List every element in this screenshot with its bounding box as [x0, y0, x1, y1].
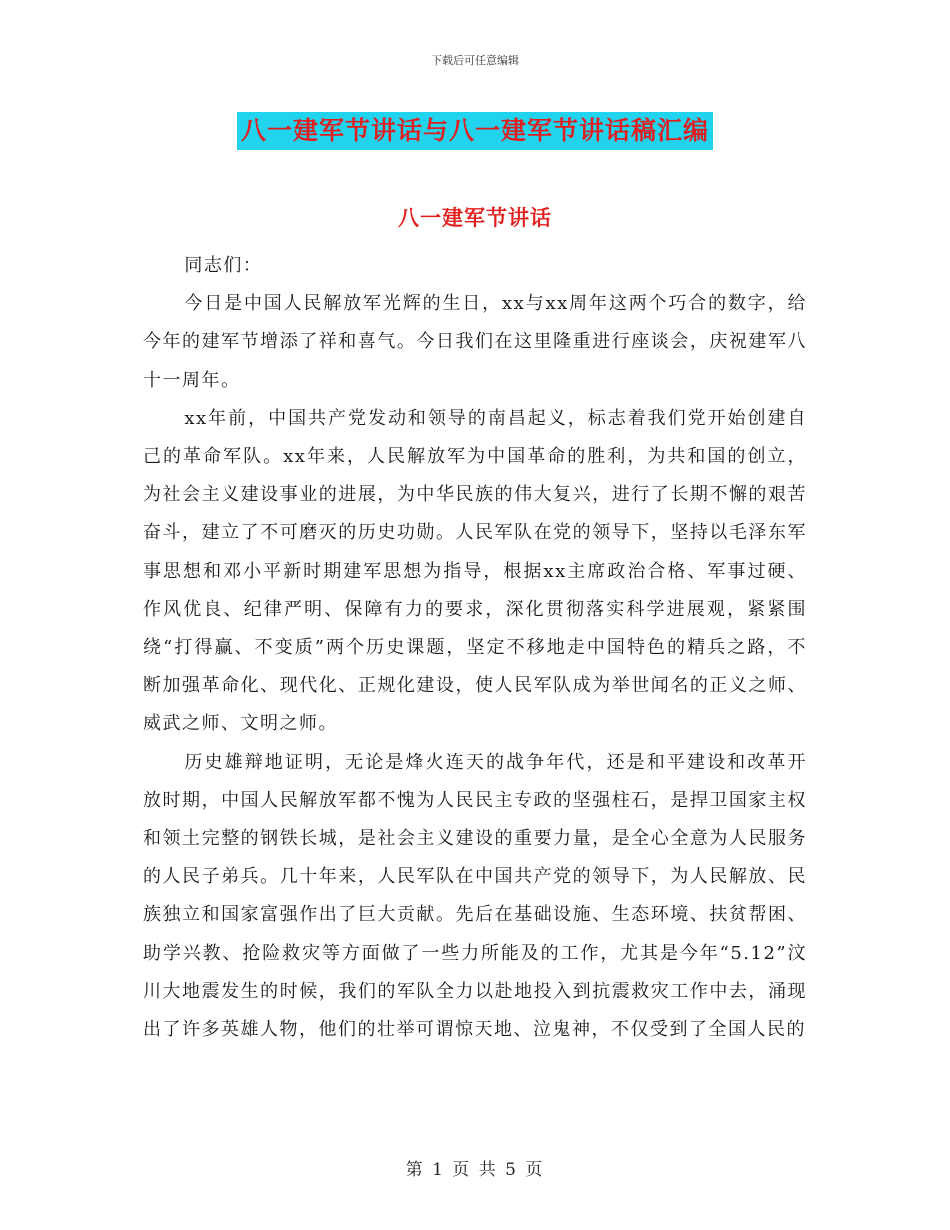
document-body [143, 247, 807, 1049]
body-paragraph: 历史雄辩地证明，无论是烽火连天的战争年代，还是和平建设和改革开放时期，中国人民解放军都不愧为人民民主专政的坚强柱石，是捍卫国家主权和领土完整的钢铁长城，是社会主义建设的重要力量，是全心全意为人民服务的人民子弟兵。几十年来，人民军队在中国共产党的领导下，为人民解放、民族独立和国家富强作出了巨大贡献。先后在基础设施、生态环境、扶贫帮困、助学兴教、抢险救灾等方面做了一些力所能及的工作，尤其是今年“5.12”汶川大地震发生的时候，我们的军队全力以赴地投入到抗震救灾工作中去，涌现出了许多英雄人物，他们的壮举可谓惊天地、泣鬼神，不仅受到了全国人民的 [143, 751, 807, 1041]
salutation-paragraph: 同志们： [184, 255, 263, 276]
header-note: 下载后可任意编辑 [431, 54, 519, 67]
section-title: 八一建军节讲话 [398, 206, 552, 230]
document-title-text: 八一建军节讲话与八一建军节讲话稿汇编 [237, 112, 713, 150]
body-paragraph: 今日是中国人民解放军光辉的生日，xx与xx周年这两个巧合的数字，给今年的建军节增添了祥和喜气。今日我们在这里隆重进行座谈会，庆祝建军八十一周年。 [143, 293, 807, 391]
page-number-footer: 第 1 页 共 5 页 [405, 1160, 545, 1180]
document-title [0, 112, 950, 150]
body-paragraph: xx年前，中国共产党发动和领导的南昌起义，标志着我们党开始创建自己的革命军队。xx年来，人民解放军为中国革命的胜利，为共和国的创立，为社会主义建设事业的进展，为中华民族的伟大复兴，进行了长期不懈的艰苦奋斗，建立了不可磨灭的历史功勋。人民军队在党的领导下，坚持以毛泽东军事思想和邓小平新时期建军思想为指导，根据xx主席政治合格、军事过硬、作风优良、纪律严明、保障有力的要求，深化贯彻落实科学进展观，紧紧围绕“打得赢、不变质”两个历史课题，坚定不移地走中国特色的精兵之路，不断加强革命化、现代化、正规化建设，使人民军队成为举世闻名的正义之师、威武之师、文明之师。 [143, 407, 807, 735]
